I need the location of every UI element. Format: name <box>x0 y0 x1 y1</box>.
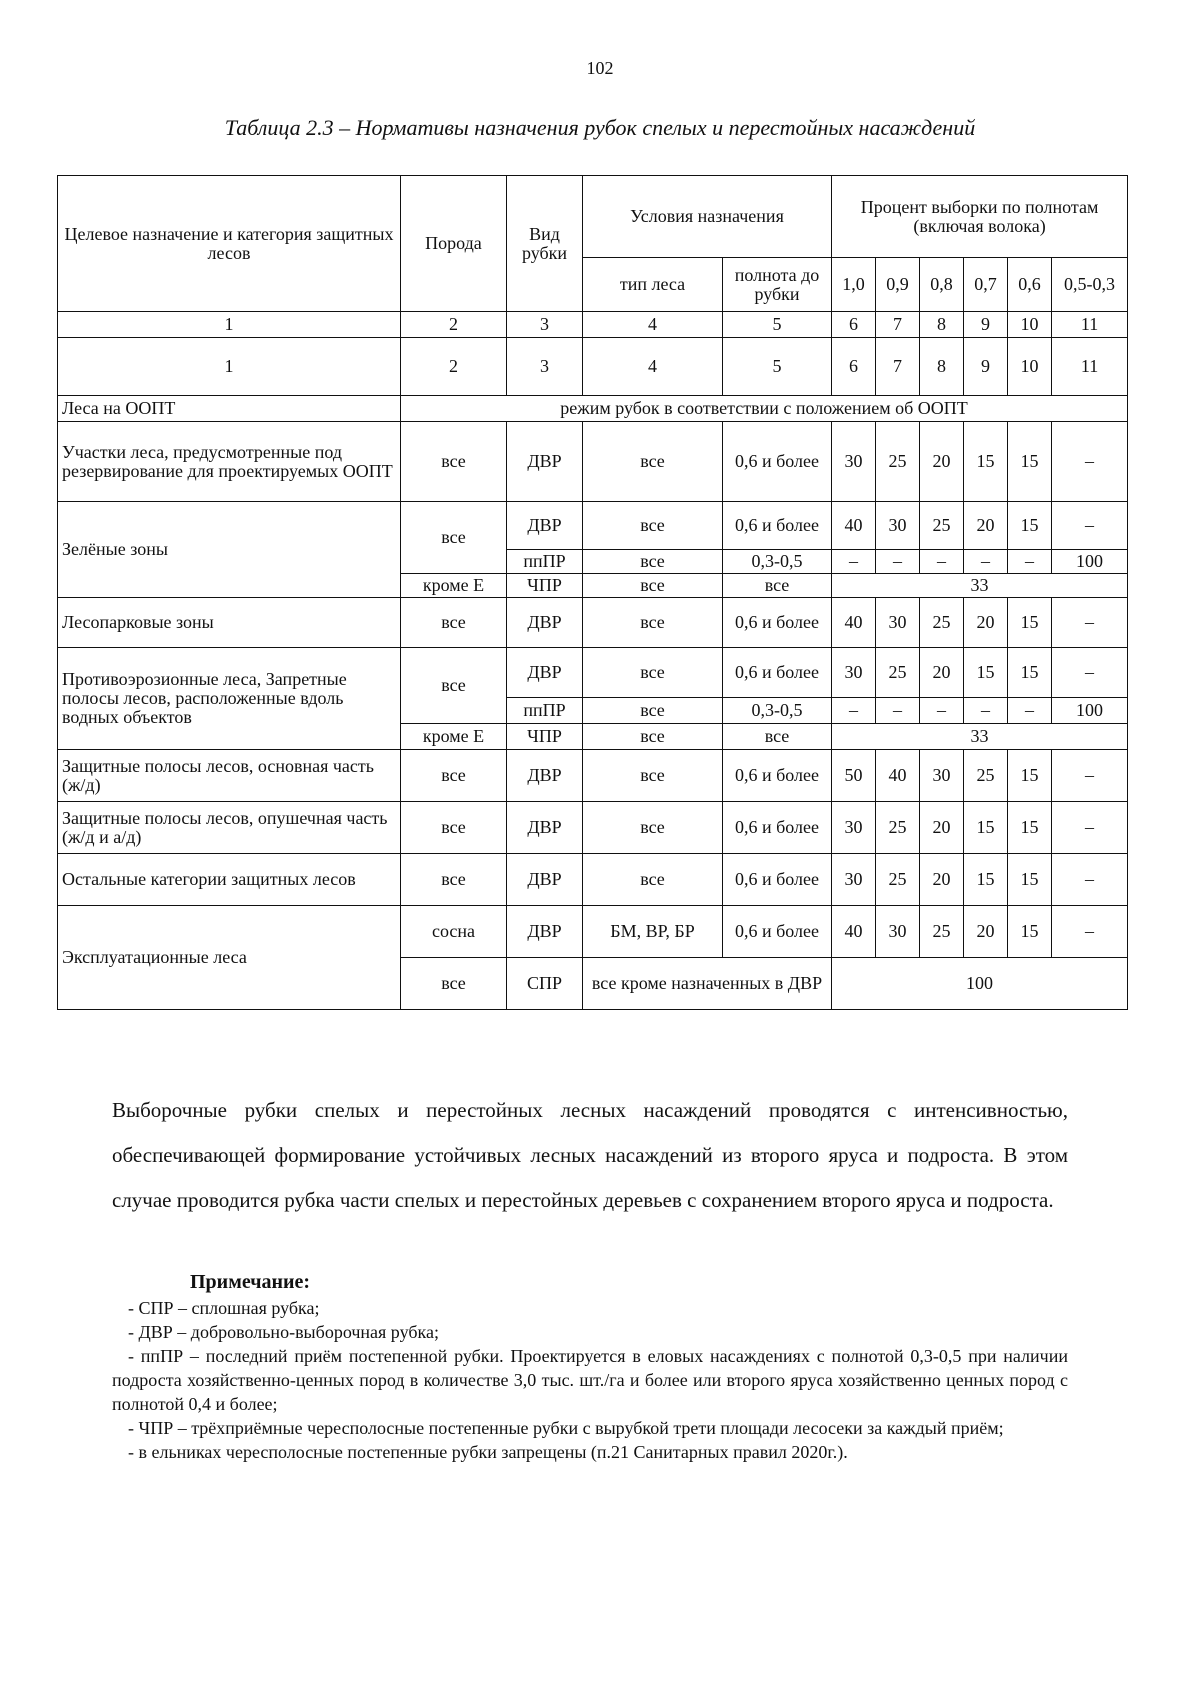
column-number: 7 <box>876 312 920 338</box>
row-regime: режим рубок в соответствии с положением об ООПТ <box>401 396 1128 422</box>
row-value: 15 <box>1008 648 1052 698</box>
row-species: все <box>401 502 507 574</box>
numbering-row <box>58 312 1128 338</box>
row-cut: ДВР <box>507 648 583 698</box>
row-value: 20 <box>964 502 1008 550</box>
row-value: 20 <box>920 802 964 854</box>
row-value: – <box>964 550 1008 574</box>
row-species: все <box>401 958 507 1010</box>
row-species: кроме Е <box>401 574 507 598</box>
row-value: 40 <box>832 598 876 648</box>
row-value: 15 <box>1008 802 1052 854</box>
column-number: 10 <box>1008 312 1052 338</box>
row-cut: ДВР <box>507 854 583 906</box>
row-value: 40 <box>876 750 920 802</box>
row-value: 15 <box>964 802 1008 854</box>
row-value: – <box>876 698 920 724</box>
row-value: 40 <box>832 502 876 550</box>
row-forest-type: все <box>583 648 723 698</box>
header-density-before: полнота до рубки <box>723 258 832 312</box>
column-number: 3 <box>507 312 583 338</box>
row-species: все <box>401 854 507 906</box>
row-species: все <box>401 750 507 802</box>
row-species: сосна <box>401 906 507 958</box>
notes-section <box>112 1270 1068 1464</box>
row-cut: ДВР <box>507 802 583 854</box>
table-title: Таблица 2.3 – Нормативы назначения рубок спелых и перестойных насаждений <box>224 115 976 140</box>
row-value: 30 <box>832 854 876 906</box>
column-number: 11 <box>1052 312 1128 338</box>
column-number: 4 <box>583 312 723 338</box>
row-value: 15 <box>1008 598 1052 648</box>
row-density: 0,6 и более <box>723 750 832 802</box>
table-row <box>58 802 1128 854</box>
header-species: Порода <box>401 176 507 312</box>
header-density: 0,7 <box>964 258 1008 312</box>
row-density: все <box>723 724 832 750</box>
row-density: 0,6 и более <box>723 502 832 550</box>
row-purpose: Эксплуатационные леса <box>58 906 401 1010</box>
body-paragraph: Выборочные рубки спелых и перестойных лесных насаждений проводятся с интенсивностью, обеспечивающей формирование устойчивых лесных насаждений из второго яруса и подроста. В этом случае проводится рубка части спелых и перестойных деревьев с сохранением второго яруса и подроста. <box>112 1098 1068 1212</box>
row-value: – <box>1008 698 1052 724</box>
column-number: 2 <box>401 338 507 396</box>
row-density: 0,3-0,5 <box>723 550 832 574</box>
row-value: 25 <box>876 854 920 906</box>
row-forest-type: все <box>583 854 723 906</box>
row-value: – <box>964 698 1008 724</box>
row-cut: ДВР <box>507 906 583 958</box>
note-item: - ДВР – добровольно-выборочная рубка; <box>128 1322 439 1342</box>
column-number: 8 <box>920 338 964 396</box>
row-forest-type: все <box>583 724 723 750</box>
column-number: 9 <box>964 312 1008 338</box>
row-value: – <box>1052 906 1128 958</box>
table-row <box>58 854 1128 906</box>
row-value: – <box>1008 550 1052 574</box>
column-number: 2 <box>401 312 507 338</box>
row-value: 30 <box>876 598 920 648</box>
column-number: 8 <box>920 312 964 338</box>
column-number: 11 <box>1052 338 1128 396</box>
row-value: 25 <box>876 802 920 854</box>
row-cut: ДВР <box>507 598 583 648</box>
header-cut-type: Вид рубки <box>507 176 583 312</box>
row-value: 100 <box>1052 550 1128 574</box>
row-cut: СПР <box>507 958 583 1010</box>
numbering-row <box>58 338 1128 396</box>
row-value: 15 <box>964 648 1008 698</box>
row-value: – <box>1052 648 1128 698</box>
row-purpose: Защитные полосы лесов, опушечная часть (ж/д и а/д) <box>58 802 401 854</box>
row-value: 15 <box>1008 422 1052 502</box>
row-purpose: Лесопарковые зоны <box>58 598 401 648</box>
row-value-merged: 33 <box>832 724 1128 750</box>
row-value: 40 <box>832 906 876 958</box>
header-density: 0,5-0,3 <box>1052 258 1128 312</box>
row-cut: ДВР <box>507 502 583 550</box>
row-value: 15 <box>1008 854 1052 906</box>
row-value: – <box>920 698 964 724</box>
row-forest-type: все <box>583 422 723 502</box>
row-species: все <box>401 598 507 648</box>
row-value: 25 <box>964 750 1008 802</box>
table-row <box>58 502 1128 550</box>
header-percent: Процент выборки по полнотам (включая волока) <box>832 176 1128 258</box>
row-cut: ЧПР <box>507 574 583 598</box>
row-forest-type: все <box>583 550 723 574</box>
row-cut: ппПР <box>507 698 583 724</box>
row-species: все <box>401 802 507 854</box>
row-value: 25 <box>876 648 920 698</box>
row-value: 15 <box>1008 750 1052 802</box>
row-density: 0,6 и более <box>723 648 832 698</box>
row-value: – <box>920 550 964 574</box>
row-value: 25 <box>920 598 964 648</box>
row-value-merged: 100 <box>832 958 1128 1010</box>
row-value: 25 <box>920 906 964 958</box>
row-forest-type: все <box>583 502 723 550</box>
row-value: 50 <box>832 750 876 802</box>
row-value: 20 <box>964 598 1008 648</box>
row-cut: ппПР <box>507 550 583 574</box>
row-value: 20 <box>920 648 964 698</box>
table-row <box>58 750 1128 802</box>
note-item: - ЧПР – трёхприёмные чересполосные постепенные рубки с вырубкой трети площади лесосеки за каждый приём; <box>128 1418 1004 1438</box>
page-number: 102 <box>586 58 614 78</box>
column-number: 5 <box>723 312 832 338</box>
norms-table <box>57 175 1128 1010</box>
row-value: 30 <box>876 502 920 550</box>
row-species: все <box>401 648 507 724</box>
row-value: 25 <box>876 422 920 502</box>
column-number: 7 <box>876 338 920 396</box>
row-value: 20 <box>920 422 964 502</box>
table-row <box>58 648 1128 698</box>
row-value: 20 <box>920 854 964 906</box>
row-purpose: Зелёные зоны <box>58 502 401 598</box>
row-value: – <box>832 550 876 574</box>
row-value: – <box>876 550 920 574</box>
row-value-merged: 33 <box>832 574 1128 598</box>
row-value: – <box>1052 750 1128 802</box>
row-density: 0,6 и более <box>723 854 832 906</box>
row-density: 0,3-0,5 <box>723 698 832 724</box>
header-density: 0,8 <box>920 258 964 312</box>
row-value: – <box>1052 854 1128 906</box>
header-forest-type: тип леса <box>583 258 723 312</box>
column-number: 10 <box>1008 338 1052 396</box>
column-number: 1 <box>58 312 401 338</box>
row-purpose: Противоэрозионные леса, Запретные полосы лесов, расположенные вдоль водных объектов <box>58 648 401 750</box>
table-row <box>58 422 1128 502</box>
row-value: 30 <box>832 648 876 698</box>
header-density: 0,9 <box>876 258 920 312</box>
header-conditions: Условия назначения <box>583 176 832 258</box>
row-purpose: Леса на ООПТ <box>58 396 401 422</box>
row-species: кроме Е <box>401 724 507 750</box>
row-value: 100 <box>1052 698 1128 724</box>
column-number: 6 <box>832 312 876 338</box>
row-value: – <box>1052 422 1128 502</box>
row-value: 15 <box>1008 906 1052 958</box>
row-value: – <box>1052 802 1128 854</box>
row-value: 15 <box>964 422 1008 502</box>
row-purpose: Остальные категории защитных лесов <box>58 854 401 906</box>
row-cut: ЧПР <box>507 724 583 750</box>
table-row <box>58 396 1128 422</box>
column-number: 9 <box>964 338 1008 396</box>
row-conditions-merged: все кроме назначенных в ДВР <box>583 958 832 1010</box>
column-number: 1 <box>58 338 401 396</box>
header-density: 0,6 <box>1008 258 1052 312</box>
row-purpose: Участки леса, предусмотренные под резервирование для проектируемых ООПТ <box>58 422 401 502</box>
row-cut: ДВР <box>507 422 583 502</box>
column-number: 4 <box>583 338 723 396</box>
column-number: 3 <box>507 338 583 396</box>
row-value: 15 <box>964 854 1008 906</box>
row-forest-type: все <box>583 598 723 648</box>
header-purpose: Целевое назначение и категория защитных лесов <box>58 176 401 312</box>
row-value: – <box>1052 598 1128 648</box>
row-forest-type: все <box>583 802 723 854</box>
row-density: 0,6 и более <box>723 802 832 854</box>
row-value: 25 <box>920 502 964 550</box>
header-density: 1,0 <box>832 258 876 312</box>
row-value: 30 <box>832 802 876 854</box>
row-value: 30 <box>920 750 964 802</box>
row-value: 20 <box>964 906 1008 958</box>
table-row <box>58 598 1128 648</box>
row-forest-type: БМ, ВР, БР <box>583 906 723 958</box>
note-item: - ппПР – последний приём постепенной рубки. Проектируется в еловых насаждениях с полнотой 0,3-0,5 при наличии подроста хозяйственно-ценных пород в количестве 3,0 тыс. шт./га и более или второго яруса хозяйственно ценных пород с полнотой 0,4 и более; <box>112 1346 1068 1414</box>
column-number: 6 <box>832 338 876 396</box>
row-cut: ДВР <box>507 750 583 802</box>
row-value: 30 <box>876 906 920 958</box>
row-purpose: Защитные полосы лесов, основная часть (ж/д) <box>58 750 401 802</box>
column-number: 5 <box>723 338 832 396</box>
row-density: 0,6 и более <box>723 422 832 502</box>
row-density: 0,6 и более <box>723 906 832 958</box>
row-forest-type: все <box>583 750 723 802</box>
note-item: - СПР – сплошная рубка; <box>128 1298 320 1318</box>
note-item: - в ельниках чересполосные постепенные рубки запрещены (п.21 Санитарных правил 2020г.). <box>128 1442 848 1462</box>
row-forest-type: все <box>583 698 723 724</box>
row-forest-type: все <box>583 574 723 598</box>
row-species: все <box>401 422 507 502</box>
row-value: 15 <box>1008 502 1052 550</box>
notes-heading: Примечание: <box>190 1271 311 1293</box>
row-density: 0,6 и более <box>723 598 832 648</box>
table-row <box>58 906 1128 958</box>
header-row-1 <box>58 176 1128 258</box>
row-value: 30 <box>832 422 876 502</box>
row-density: все <box>723 574 832 598</box>
row-value: – <box>1052 502 1128 550</box>
row-value: – <box>832 698 876 724</box>
